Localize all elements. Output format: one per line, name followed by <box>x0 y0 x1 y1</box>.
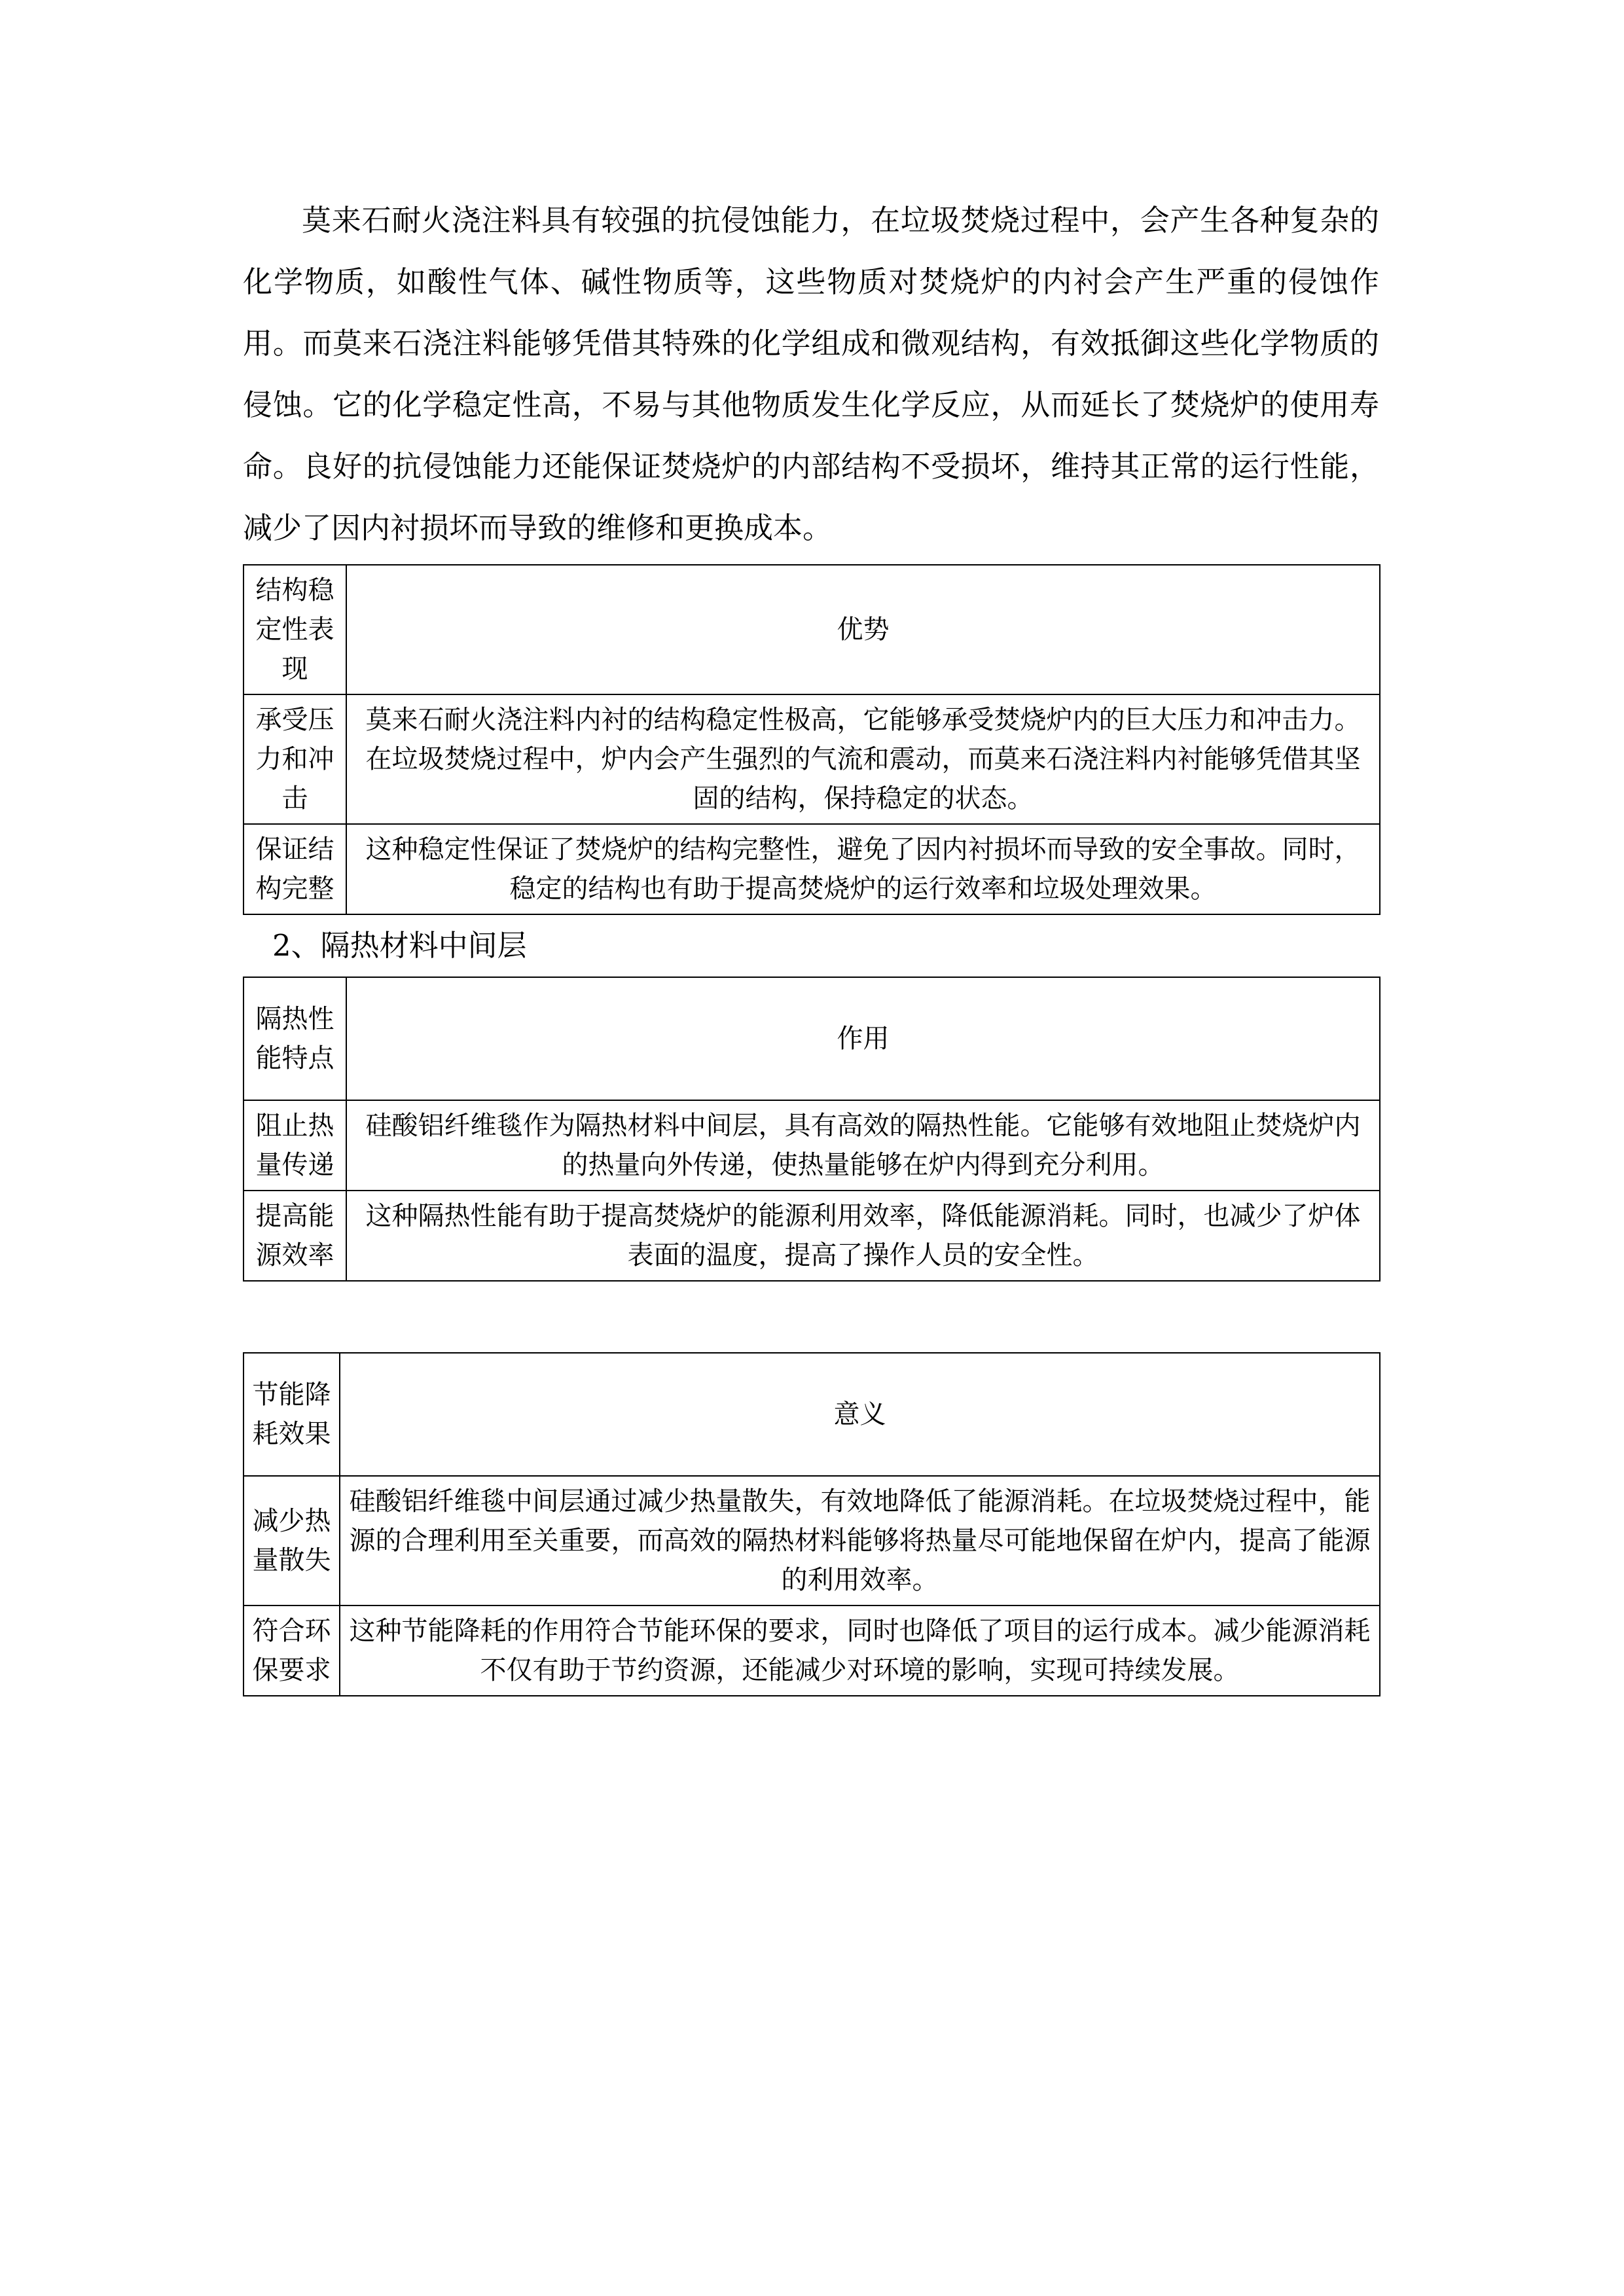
table-header-row <box>244 1353 1380 1476</box>
table3-header-category: 节能降耗效果 <box>244 1353 340 1476</box>
table1-header-advantage: 优势 <box>346 565 1380 694</box>
table2-header-category: 隔热性能特点 <box>244 977 346 1100</box>
table3-row1-desc: 这种节能降耗的作用符合节能环保的要求，同时也降低了项目的运行成本。减少能源消耗不仅有助于节约资源，还能减少对环境的影响，实现可持续发展。 <box>340 1605 1380 1696</box>
table1-row0-label: 承受压力和冲击 <box>244 694 346 824</box>
table3-row0-desc: 硅酸铝纤维毯中间层通过减少热量散失，有效地降低了能源消耗。在垃圾焚烧过程中，能源的合理利用至关重要，而高效的隔热材料能够将热量尽可能地保留在炉内，提高了能源的利用效率。 <box>340 1476 1380 1605</box>
structural-stability-table <box>243 564 1380 915</box>
table-row <box>244 1605 1380 1696</box>
insulation-performance-table <box>243 977 1380 1282</box>
table1-row1-label: 保证结构完整 <box>244 824 346 914</box>
spacer-between-tables <box>243 1282 1379 1352</box>
table-row <box>244 1100 1380 1191</box>
table-row <box>244 694 1380 824</box>
table-header-row <box>244 565 1380 694</box>
table1-header-category: 结构稳定性表现 <box>244 565 346 694</box>
table1-row0-desc: 莫来石耐火浇注料内衬的结构稳定性极高，它能够承受焚烧炉内的巨大压力和冲击力。在垃圾焚烧过程中，炉内会产生强烈的气流和震动，而莫来石浇注料内衬能够凭借其坚固的结构，保持稳定的状态。 <box>346 694 1380 824</box>
table2-row0-desc: 硅酸铝纤维毯作为隔热材料中间层，具有高效的隔热性能。它能够有效地阻止焚烧炉内的热量向外传递，使热量能够在炉内得到充分利用。 <box>346 1100 1380 1191</box>
table-header-row <box>244 977 1380 1100</box>
table3-row0-label: 减少热量散失 <box>244 1476 340 1605</box>
table3-header-significance: 意义 <box>340 1353 1380 1476</box>
page-content <box>243 190 1379 1696</box>
table2-row1-label: 提高能源效率 <box>244 1191 346 1281</box>
spacer-before-table1 <box>243 559 1379 564</box>
energy-saving-table <box>243 1352 1380 1696</box>
table-row <box>244 824 1380 914</box>
table2-row0-label: 阻止热量传递 <box>244 1100 346 1191</box>
table-row <box>244 1191 1380 1281</box>
table2-header-function: 作用 <box>346 977 1380 1100</box>
table3-row1-label: 符合环保要求 <box>244 1605 340 1696</box>
table2-row1-desc: 这种隔热性能有助于提高焚烧炉的能源利用效率，降低能源消耗。同时，也减少了炉体表面的温度，提高了操作人员的安全性。 <box>346 1191 1380 1281</box>
table1-row1-desc: 这种稳定性保证了焚烧炉的结构完整性，避免了因内衬损坏而导致的安全事故。同时，稳定的结构也有助于提高焚烧炉的运行效率和垃圾处理效果。 <box>346 824 1380 914</box>
table-row <box>244 1476 1380 1605</box>
intro-paragraph: 莫来石耐火浇注料具有较强的抗侵蚀能力，在垃圾焚烧过程中，会产生各种复杂的化学物质，如酸性气体、碱性物质等，这些物质对焚烧炉的内衬会产生严重的侵蚀作用。而莫来石浇注料能够凭借其特殊的化学组成和微观结构，有效抵御这些化学物质的侵蚀。它的化学稳定性高，不易与其他物质发生化学反应，从而延长了焚烧炉的使用寿命。良好的抗侵蚀能力还能保证焚烧炉的内部结构不受损坏，维持其正常的运行性能，减少了因内衬损坏而导致的维修和更换成本。 <box>243 203 1379 545</box>
section-heading-2: 2、隔热材料中间层 <box>272 928 527 963</box>
